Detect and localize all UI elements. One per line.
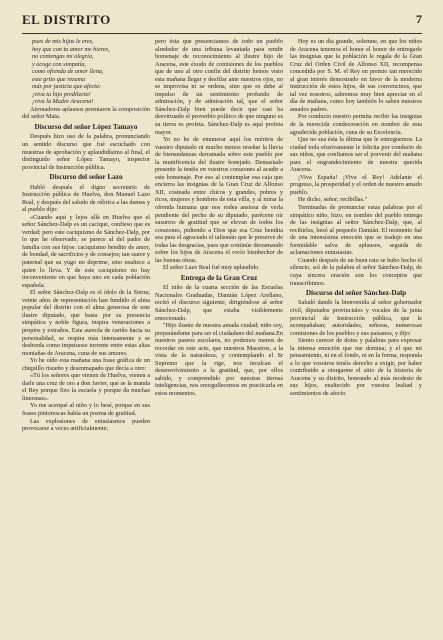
paragraph: Habló después el digno secretario de Instrucción pública de Huelva, don Manuel Lazo Real, y después del saludo de rúbrica a las damas y al pueblo dijo:	[22, 183, 150, 214]
paragraph: Yo me acerqué al niño y lo besé, porque en sus frases pintorescas había un poema de gratitud.	[22, 402, 150, 417]
paragraph: Cuando después de un buen rato se hubo hecho el silencio, sol de la palabra el señor Sánchez-Dalp, de cuya sincera oración son los conceptos que transcribimos.	[290, 256, 422, 287]
column-2	[155, 38, 283, 398]
paragraph: Que no sea ésta la última que le entreguemos. La ciudad toda efusivamente le felicita por conducto de sus niños, que confiamos ser el porvenir del mañana para el engrandecimiento de nuestra querida Aracena.	[290, 136, 422, 174]
column-1	[22, 38, 150, 433]
paragraph: pero ésta que presenciamos de todo un pueblo alrededor de una tribuna levantada para rendir homenaje de reconocimiento al ilustre hijo de Aracena, este éxodo de comisiones de los pueblos que de uno al otro confín del distrito hemos visto esta mañana llegar y desfilar ante nuestros ojos, no se improvisa ni se ordena, sino que es debe al impulso de un sentimiento profundo de admiración, y de admiración tal, que el señor Sánchez-Dalp bien puede decir que casi ha desvirtuado el proverbio político de que ninguno es su tierra es profeta. Sánchez-Dalp es aquí profeta mayor.	[155, 38, 283, 136]
section-heading: Discurso del señor Sánchez-Dalp	[305, 289, 407, 298]
poem-line: como ofrenda de amor llena,	[32, 68, 104, 76]
poem-line: pues de mis hijas le eres,	[32, 38, 94, 45]
paragraph: Después hizo uso de la palabra, pronunciando un sentido discurso que fué escuchado con muestras de aprobación y aplaudidísimo al final, el distinguido señor López Tamayo, inspector provincial de Instrucción pública.	[22, 133, 150, 171]
page-number: 7	[416, 12, 422, 26]
header-rule	[22, 33, 422, 34]
section-heading: Entrega de la Gran Cruz	[180, 273, 258, 282]
paragraph: "Hijo ilustre de nuestra amada ciudad; niño soy, preparándome para ser el ciudadano del mañana.En nuestros paseos escolares, no podemos menos de recordar en este acto, que nuestros Maestros, a la vista de la naturaleza, y contemplando el Sr Supremo que la rige, nos inculcan el desenvolvimiento a la gratitud, que, por ellos sabido, y comprendido por nuestras tiernas inteligencias, nos enorgullecemos en practicarla en estos momentos.	[155, 322, 283, 398]
paragraph: Siento carecer de dotes y palabras para expresar la intensa emoción que me domina; y el que mi pensamiento, ni en el fondo, ni en la forma, responda a lo que vosotros tenéis derecho a exigir, por haber contribuido a otorgarme el sitio de la historia de Aracena y su distrito, honrando al más modesto de sus hijos, enaltecido por vuestra lealtad y sentimientos de afecto.	[290, 337, 422, 398]
paragraph: Por conducto nuestro permita recibir las insignias de la merecida condecoración en nombre de esta agradecida población, cuna de su Excelencia.	[290, 113, 422, 136]
poem-line: este grito que rezuma	[32, 75, 86, 83]
masthead-title: EL DISTRITO	[22, 12, 111, 27]
paragraph: «Cuando aquí y lejos allá en Huelva que el señor Sánchez-Dalp es un cacique, confieso que es verdad; pero este caciquismo de Sánchez-Dalp, por lo que he observado, se parece al del padre de familia con sus hijos: caciquismo bendito de amor, de bondad, de sacrificios y de consejos; tan suave y paternal que su yugo no deprime, sino enaltece a quien lo lleva. Y de este caciquismo no hay inconveniente en que haya uno en cada población española.	[22, 213, 150, 289]
paragraph: He dicho, señor; recíbillas."	[298, 196, 368, 204]
paragraph: El niño de la cuarta sección de las Escuelas Nacionales Graduadas, Damián López Arellano, recitó el discurso siguiente, dirigiéndose al señor Sánchez-Dalp, que estaba visiblemente emocionado.	[155, 284, 283, 322]
paragraph: Las explosiones de entusiasmos pueden provocarse a veces artificialmente;	[22, 417, 150, 433]
poem-line: no contengas mi alegría,	[32, 53, 94, 61]
section-heading: Discurso del señor López Tamayo	[34, 123, 138, 132]
paragraph: Yo he oído esta mañana una frase gráfica de un chiquillo risueño y desenmapado que decía a otro:	[22, 357, 150, 372]
paragraph: Yo no he de enumerar aquí los méritos de vuestro diputado ni mucho menos reseñar la lluvia de bienandanzas derramada sobre este pueblo por la munificencia del ilustre festejado. Demasiado presente la tenéis en vuestros corazones al acudir a este homenaje. Por eso al contemplar esa caja que encierra las insignias de la Gran Cruz de Alfonso XII, costeada entre chicos y grandes, pobres y ricos, mujeres y hombres de esta villa, y al mirar la ofrenda humana que nos rodea ansiosa de verla pendiente del pecho de su diputado, parécene oír susurros de gratitud que se elevan de todos los corazones, pidiendo a Dios que esa Cruz bendita sea para el agraciado el talismán que le preserve de todas las desgracias, para que continúe derramando sobre los hijos de Aracena el rocío bienhechor de las buenas obras.	[155, 136, 283, 264]
paragraph: ¡Viva España! ¡Viva el Rey! Adelante el progreso, la prosperidad y el orden de nuestro amado pueblo.	[290, 173, 422, 196]
paragraph: Atronadores aplausos premiaron la composición del señor Mata.	[22, 105, 150, 121]
poem-line: más por justicia que afecto:	[32, 83, 102, 91]
paragraph: El señor Sánchez-Dalp es el ídolo de la Sierra; veinte años de representación han fundido el alma popular del distrito con el alma generosa de este ilustre diputado, que basta por su presencia simpática y noble figura, inspira veneraciones a propios y extraños. Esta aureola de cariño hacia su personalidad, se respira más intensamente y se desborda como impetuoso torrente entre estas altas montañas de Aracena, cuna de sus amores.	[22, 289, 150, 357]
paragraph: «Tú los señores que vienen de Huelva, vienen a darle una cruz de oro a don Javier, que se la manda el Rey porque fizo la escuela y porque da muchas limosnas».	[22, 372, 150, 402]
poem-line: hoy que con tu amor me hieres,	[32, 45, 110, 53]
page-header	[22, 10, 422, 30]
poem-line: ¡viva la Madre Aracena!	[32, 98, 94, 106]
paragraph: Hoy es un día grande, solemne, en que los niños de Aracena tenemos el honor el honor de entregarle las insignias que la población le regala de la Gran Cruz del Orden Civil de Alfonso XII, recompensa concedida por S. M. el Rey en premio tan merecido al gran interés demostrado en favor de la moderna instrucción de estos hijos, de sus convencinos, que tal vez nosotros, sabremos muy bien apreciar en el día de mañana, como hoy también lo saben nuestros amados padres.	[290, 38, 422, 113]
poem-line: y acoge con simpatía,	[32, 60, 86, 68]
column-3	[290, 38, 422, 398]
poem-line: ¡viva tu hijo predilecto!	[32, 90, 91, 98]
paragraph: Terminadas de pronunciar estas palabras por el simpático niño, hizo, en nombre del pueblo entrega de las insignias al señor Sánchez-Dalp, que, al recibirlas, besó al pequeño Damián. El momento fué de una intensísima emoción que se tradujo en una formidable salva de aplausos, seguida de aclamaciones entusiastas.	[290, 204, 422, 257]
paragraph: Saludó dando la bienvenida al señor gobernador civil, diputados provinciales y vocales de la junta provincial de Instrucción pública, que le acompañaban; autoridades, señoras, numerosas comisiones de los pueblos y sus paisanos, y dijo:	[290, 299, 422, 337]
section-heading: Discurso del señor Lazo	[49, 173, 123, 182]
paragraph: El señor Lazo Real fué muy aplaudido.	[163, 264, 260, 272]
